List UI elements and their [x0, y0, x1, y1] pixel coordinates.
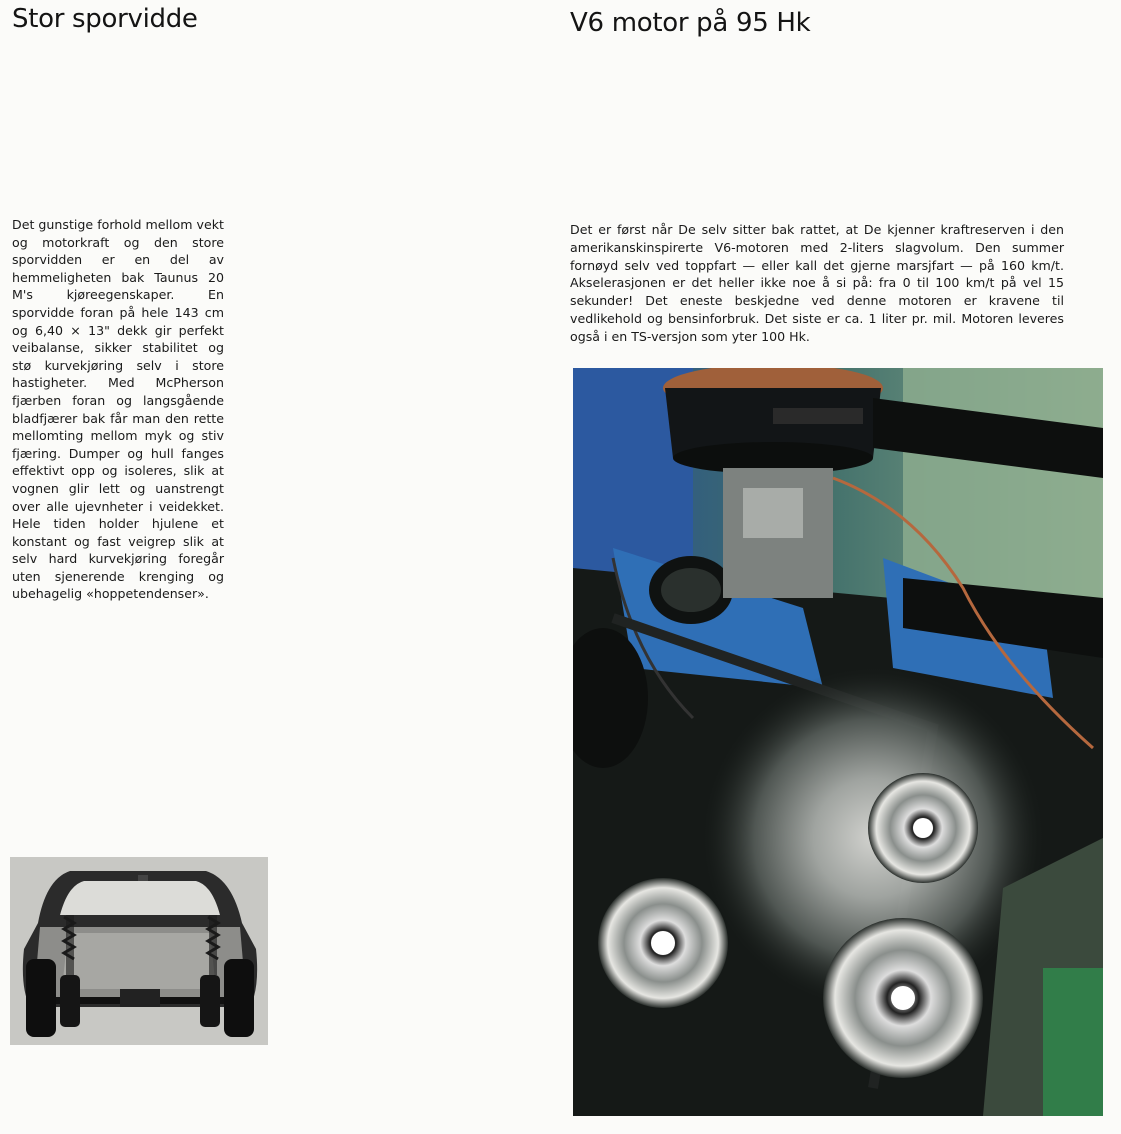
right-page-body-text: Det er først når De selv sitter bak rattet, at De kjenner kraftreserven i den amerikanskinspirerte V6-motoren med 2-liters slagvolum. Den summer fornøyd selv ved toppfart — eller kall det gjerne marsjfart — på 160 km/t. Akselerasjonen er det heller ikke noe å si på: fra 0 til 100 km/t på vel 15 sekunder! Det eneste beskjedne ved denne motoren er kravene til vedlikehold og bensinforbruk. Det siste er ca. 1 liter pr. mil. Motoren leveres også i en TS-versjon som yter 100 Hk. [570, 222, 1064, 344]
left-page-heading: Stor sporvidde [12, 4, 198, 34]
suspension-diagram-photo [10, 857, 268, 1045]
v6-engine-photo [573, 368, 1103, 1116]
left-page-body-text: Det gunstige forhold mellom vekt og motorkraft og den store sporvidden er en del av hemmeligheten bak Taunus 20 M's kjøreegenskaper. En sporvidde foran på hele 143 cm og 6,40 × 13" dekk gir perfekt veibalanse, sikker stabilitet og stø kurvekjøring selv i store hastigheter. Med McPherson fjærben foran og langsgående bladfjærer bak får man den rette mellomting mellom myk og stiv fjæring. Dumper og hull fanges effektivt opp og isoleres, slik at vognen glir lett og uanstrengt over alle ujevnheter i veidekket. Hele tiden holder hjulene et konstant og fast veigrep slik at selv hard kurvekjøring foregår uten sjenerende krenging og ubehagelig «hoppetendenser». [12, 217, 224, 602]
right-page-heading: V6 motor på 95 Hk [570, 8, 811, 38]
